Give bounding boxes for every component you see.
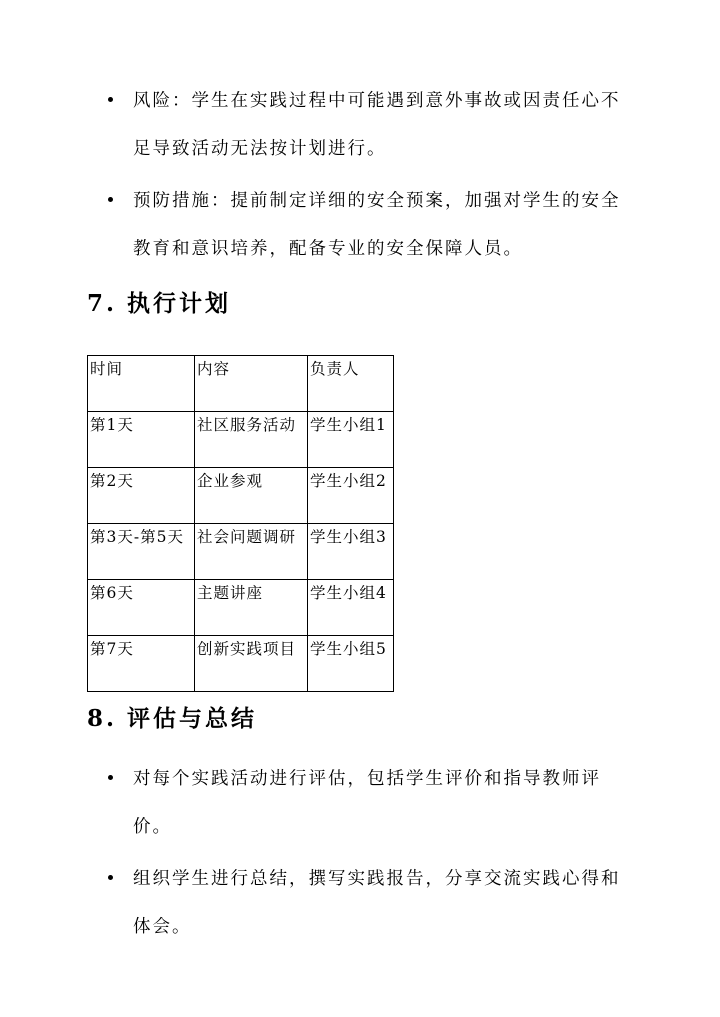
table-cell: 学生小组4 [308,580,394,636]
bullet-dot-icon [108,97,113,102]
list-item [0,177,623,273]
table-cell: 学生小组1 [308,412,394,468]
table-row [88,468,394,524]
header-cell-content: 内容 [195,356,308,412]
table-row [88,580,394,636]
risk-text: 风险：学生在实践过程中可能遇到意外事故或因责任心不足导致活动无法按计划进行。 [133,91,621,159]
section-heading-eval [87,700,257,733]
table-cell: 社会问题调研 [195,524,308,580]
header-cell-time: 时间 [88,356,195,412]
risk-bullet-list [0,77,623,273]
list-item [0,755,623,851]
table-row [88,636,394,692]
prevention-text: 预防措施：提前制定详细的安全预案，加强对学生的安全教育和意识培养，配备专业的安全保障人员。 [133,191,621,259]
table-cell: 主题讲座 [195,580,308,636]
execution-plan-table [87,355,394,692]
list-item [0,855,623,951]
bullet-dot-icon [108,875,113,880]
section-heading-plan [87,285,231,318]
section-number: 8. [87,705,118,732]
table-cell: 第2天 [88,468,195,524]
section-title: 评估与总结 [127,705,258,732]
section-title: 执行计划 [127,290,232,317]
summary-text: 组织学生进行总结，撰写实践报告，分享交流实践心得和体会。 [133,869,621,937]
table-cell: 创新实践项目 [195,636,308,692]
table-cell: 社区服务活动 [195,412,308,468]
table-cell: 学生小组2 [308,468,394,524]
table-cell: 第3天-第5天 [88,524,195,580]
header-cell-owner: 负责人 [308,356,394,412]
table-cell: 学生小组5 [308,636,394,692]
bullet-dot-icon [108,775,113,780]
table-cell: 第7天 [88,636,195,692]
table-cell: 企业参观 [195,468,308,524]
eval-bullet-list [0,755,623,951]
eval-text: 对每个实践活动进行评估，包括学生评价和指导教师评价。 [133,769,601,837]
section-number: 7. [87,290,118,317]
list-item [0,77,623,173]
table-cell: 第1天 [88,412,195,468]
bullet-dot-icon [108,197,113,202]
table-cell: 第6天 [88,580,195,636]
table-header-row [88,356,394,412]
table-row [88,524,394,580]
table-cell: 学生小组3 [308,524,394,580]
table-row [88,412,394,468]
